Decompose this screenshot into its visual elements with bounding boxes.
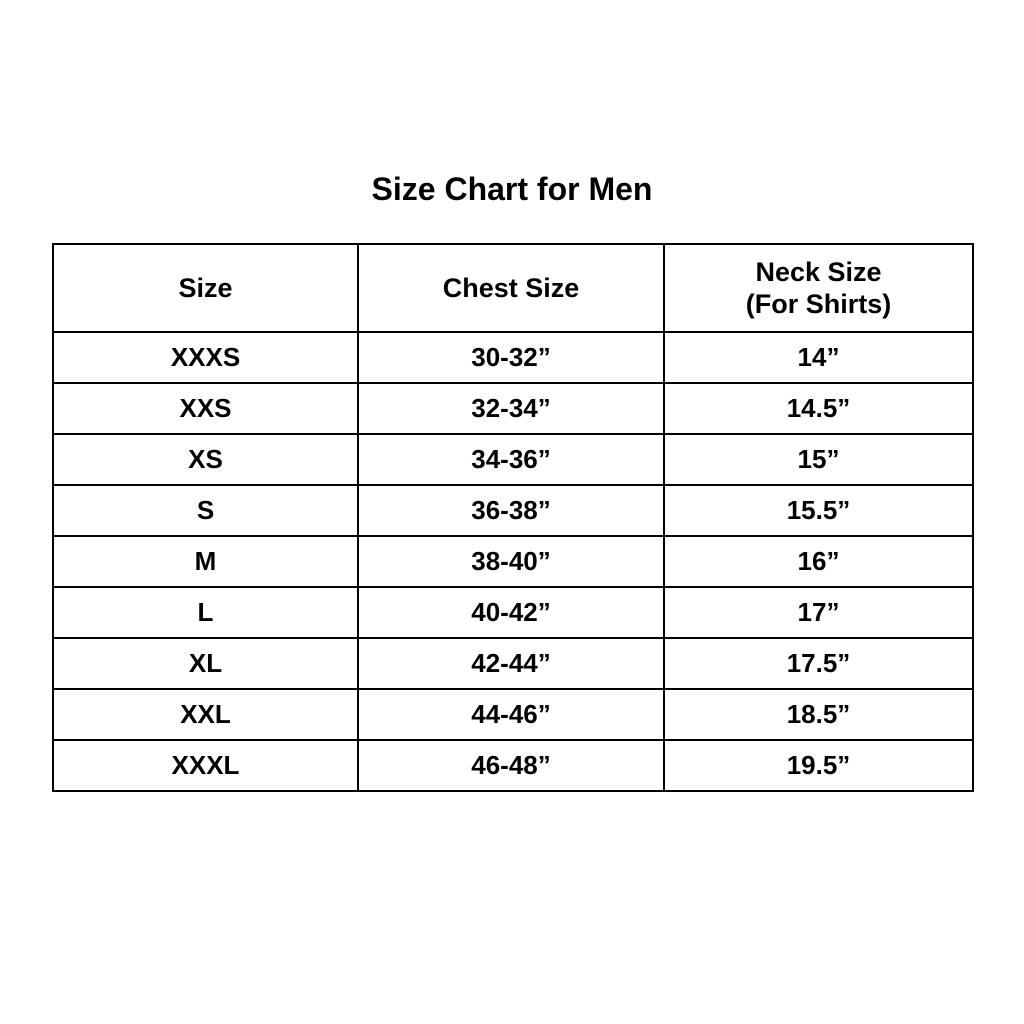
chest-cell: 32-34” — [358, 383, 664, 434]
size-cell: XXL — [53, 689, 358, 740]
table-row — [53, 689, 973, 740]
size-cell: M — [53, 536, 358, 587]
size-cell: XS — [53, 434, 358, 485]
size-chart-table — [52, 243, 974, 792]
table-row — [53, 383, 973, 434]
size-cell: XXXL — [53, 740, 358, 791]
neck-cell: 14.5” — [664, 383, 973, 434]
table-row — [53, 485, 973, 536]
column-header-chest-size — [358, 244, 664, 332]
neck-cell: 14” — [664, 332, 973, 383]
neck-cell: 16” — [664, 536, 973, 587]
neck-cell: 18.5” — [664, 689, 973, 740]
table-row — [53, 434, 973, 485]
column-header-size — [53, 244, 358, 332]
chest-cell: 42-44” — [358, 638, 664, 689]
chest-cell: 34-36” — [358, 434, 664, 485]
page-title: Size Chart for Men — [371, 171, 653, 207]
column-header-neck-size — [664, 244, 973, 332]
column-header-chest-size-label: Chest Size — [442, 272, 580, 303]
table-row — [53, 536, 973, 587]
size-cell: XXXS — [53, 332, 358, 383]
chest-cell: 40-42” — [358, 587, 664, 638]
column-header-neck-size-sublabel: (For Shirts) — [745, 289, 892, 319]
size-cell: S — [53, 485, 358, 536]
table-header-row — [53, 244, 973, 332]
table-body — [53, 332, 973, 791]
column-header-size-label: Size — [178, 272, 233, 303]
table-row — [53, 740, 973, 791]
chest-cell: 36-38” — [358, 485, 664, 536]
neck-cell: 17.5” — [664, 638, 973, 689]
table-row — [53, 332, 973, 383]
chest-cell: 38-40” — [358, 536, 664, 587]
neck-cell: 19.5” — [664, 740, 973, 791]
neck-cell: 15.5” — [664, 485, 973, 536]
size-cell: XXS — [53, 383, 358, 434]
neck-cell: 15” — [664, 434, 973, 485]
table-row — [53, 638, 973, 689]
column-header-neck-size-label: Neck Size — [755, 256, 882, 287]
chest-cell: 30-32” — [358, 332, 664, 383]
size-cell: XL — [53, 638, 358, 689]
size-cell: L — [53, 587, 358, 638]
chest-cell: 46-48” — [358, 740, 664, 791]
table-row — [53, 587, 973, 638]
chest-cell: 44-46” — [358, 689, 664, 740]
neck-cell: 17” — [664, 587, 973, 638]
